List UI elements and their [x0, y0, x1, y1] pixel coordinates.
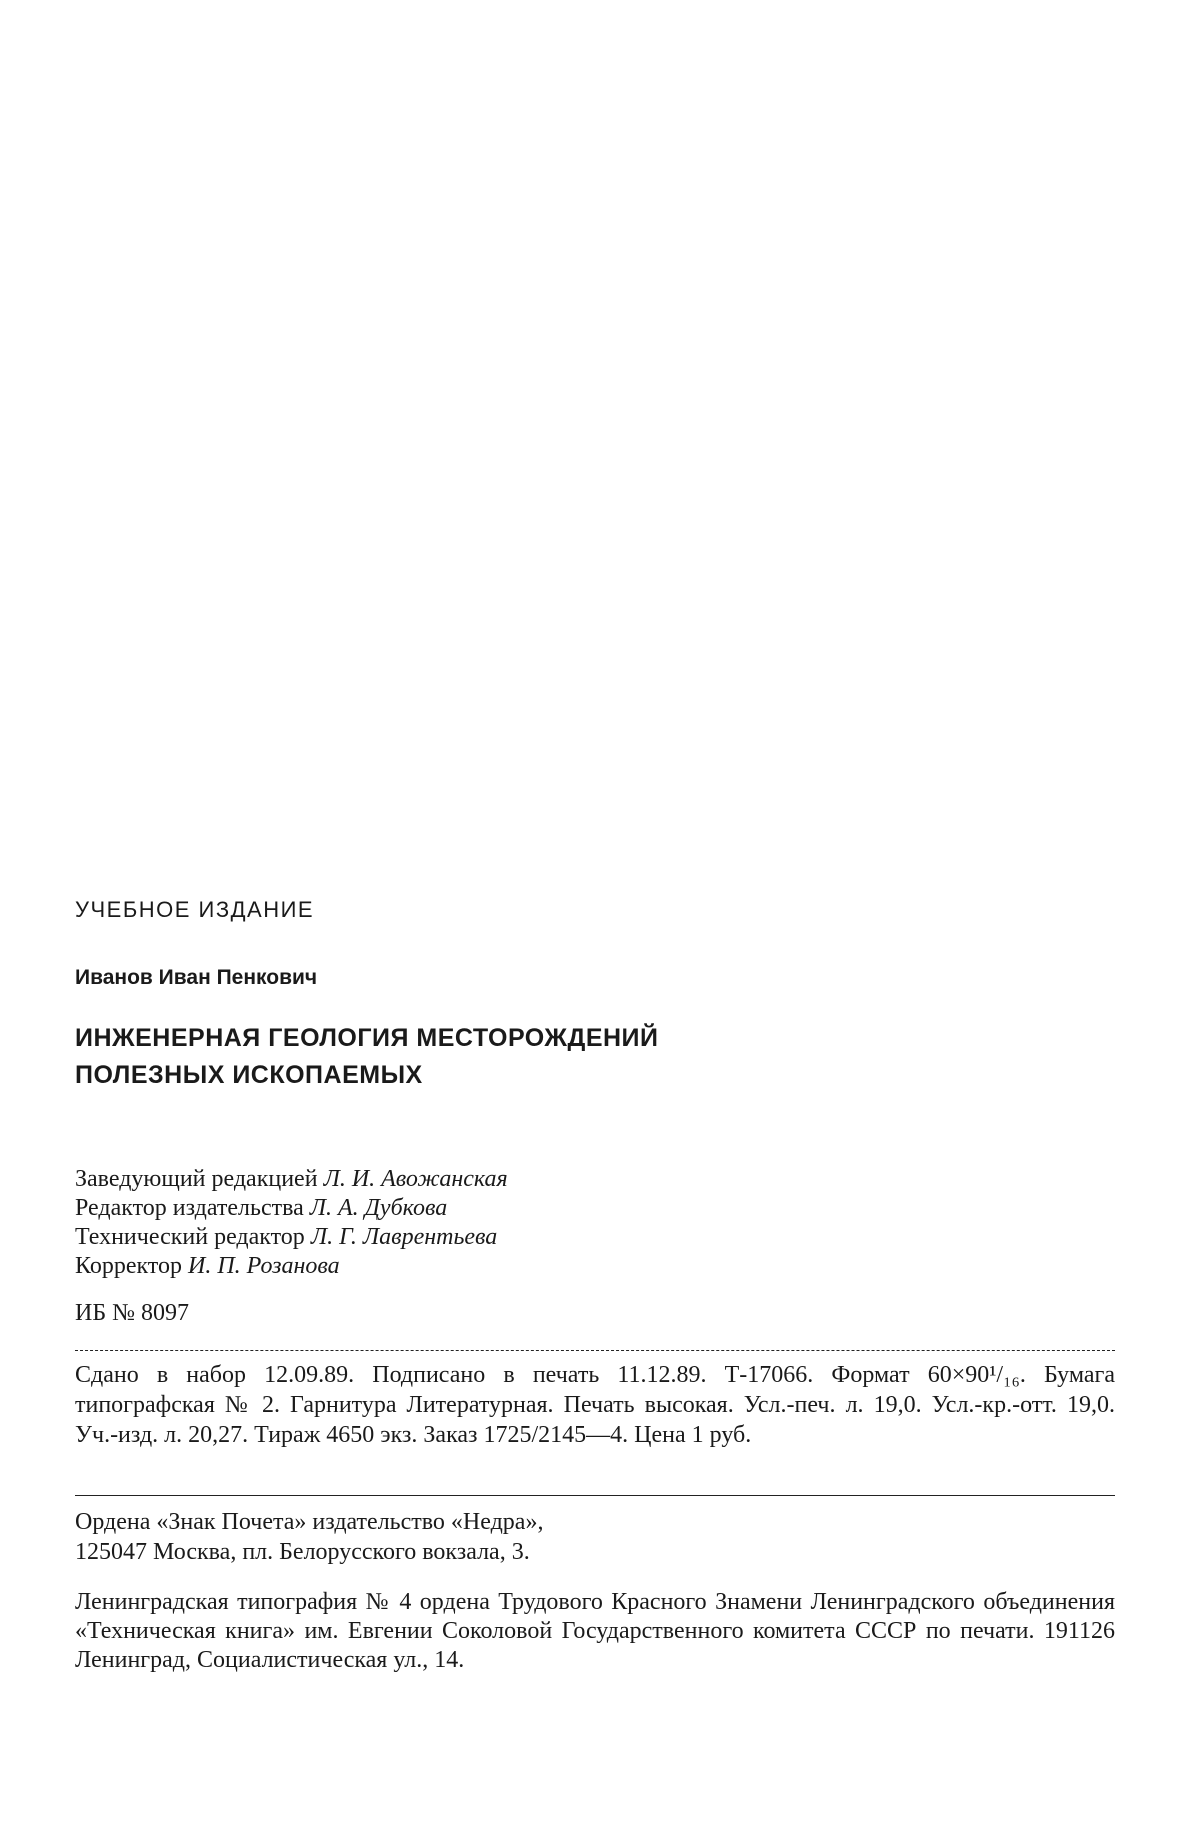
book-title	[75, 1020, 1115, 1094]
staff-credit-line	[75, 1252, 1115, 1281]
ib-number: ИБ № 8097	[75, 1300, 190, 1326]
author-name: Иванов Иван Пенкович	[75, 966, 318, 989]
book-title-line: ИНЖЕНЕРНАЯ ГЕОЛОГИЯ МЕСТОРОЖДЕНИЙ	[75, 1024, 659, 1052]
staff-credit-line	[75, 1165, 1115, 1194]
staff-credits	[75, 1165, 1115, 1281]
staff-name: Л. А. Дубкова	[309, 1195, 448, 1221]
book-title-line: ПОЛЕЗНЫХ ИСКОПАЕМЫХ	[75, 1061, 423, 1089]
staff-name: Л. И. Авожанская	[323, 1166, 508, 1192]
staff-name: Л. Г. Лаврентьева	[310, 1224, 498, 1250]
publisher-info	[75, 1507, 1115, 1567]
staff-credit-line	[75, 1194, 1115, 1223]
staff-name: И. П. Розанова	[187, 1253, 340, 1279]
publisher-line: Ордена «Знак Почета» издательство «Недра»,	[75, 1509, 544, 1535]
staff-role: Редактор издательства	[75, 1195, 304, 1221]
staff-role: Корректор	[75, 1253, 182, 1279]
divider-top	[75, 1350, 1115, 1351]
staff-role: Технический редактор	[75, 1224, 305, 1250]
imprint-details: Сдано в набор 12.09.89. Подписано в печать 11.12.89. Т-17066. Формат 60×90¹/₁₆. Бумага типографская № 2. Гарнитура Литературная. Печать высокая. Усл.-печ. л. 19,0. Усл.-кр.-отт. 19,0. Уч.-изд. л. 20,27. Тираж 4650 экз. Заказ 1725/2145—4. Цена 1 руб.	[75, 1362, 1115, 1448]
divider-bottom	[75, 1495, 1115, 1496]
printer-info: Ленинградская типография № 4 ордена Трудового Красного Знамени Ленинградского объединения «Техническая книга» им. Евгении Соколовой Государственного комитета СССР по печати. 191126 Ленинград, Социалистическая ул., 14.	[75, 1589, 1115, 1673]
staff-credit-line	[75, 1223, 1115, 1252]
staff-role: Заведующий редакцией	[75, 1166, 318, 1192]
publisher-line: 125047 Москва, пл. Белорусского вокзала, 3.	[75, 1539, 530, 1565]
edition-label: УЧЕБНОЕ ИЗДАНИЕ	[75, 897, 315, 922]
